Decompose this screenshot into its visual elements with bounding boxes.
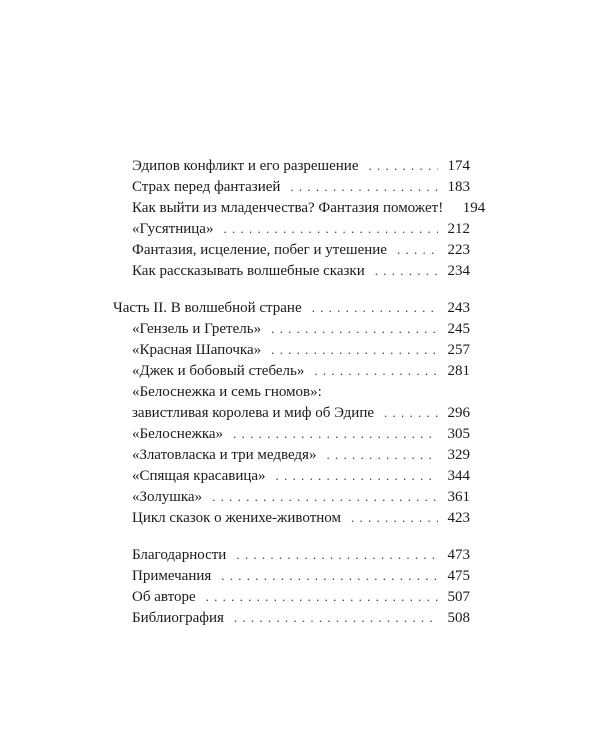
toc-entry-title: Часть II. В волшебной стране	[113, 300, 302, 316]
toc-entry-page: 183	[447, 179, 470, 195]
toc-entry	[132, 607, 470, 629]
toc-entry-page: 344	[447, 468, 470, 484]
leader-dots	[236, 544, 438, 566]
toc-entry-page: 507	[447, 589, 470, 605]
toc-entry	[132, 486, 470, 508]
toc-entry-page: 194	[462, 200, 486, 216]
toc-entry-page: 423	[447, 510, 470, 526]
toc-entry	[132, 586, 470, 608]
toc-entry-page: 361	[447, 489, 470, 505]
toc-entry-page: 245	[447, 321, 470, 337]
toc-entry-title: Как выйти из младенчества? Фантазия поможет!	[132, 200, 444, 216]
toc-entry	[132, 218, 470, 240]
toc-entry	[132, 360, 470, 382]
toc-part-heading	[113, 297, 470, 319]
toc-entry-title: «Красная Шапочка»	[132, 342, 262, 358]
toc-entry-title: Эдипов конфликт и его разрешение	[132, 158, 359, 174]
leader-dots	[271, 339, 438, 361]
toc-entry-title: Фантазия, исцеление, побег и утешение	[132, 242, 387, 258]
leader-dots	[276, 465, 438, 487]
toc-entry	[132, 197, 486, 219]
toc-entry	[132, 176, 470, 198]
toc-entry-title: «Златовласка и три медведя»	[132, 447, 317, 463]
leader-dots	[271, 318, 438, 340]
leader-dots	[384, 402, 438, 424]
toc-entry	[132, 339, 470, 361]
toc-entry	[132, 402, 470, 424]
toc-entry	[132, 565, 470, 587]
leader-dots	[326, 444, 438, 466]
toc-entry-title: Благодарности	[132, 547, 227, 563]
toc-entry-page: 473	[447, 547, 470, 563]
leader-dots	[234, 607, 438, 629]
toc-entry-title: Страх перед фантазией	[132, 179, 281, 195]
toc-entry	[132, 465, 470, 487]
toc-entry-title: Об авторе	[132, 589, 196, 605]
toc-entry-page: 281	[447, 363, 470, 379]
toc-entry-page: 243	[447, 300, 470, 316]
toc-entry	[132, 318, 470, 340]
leader-dots	[368, 155, 438, 177]
toc-entry-title: «Джек и бобовый стебель»	[132, 363, 305, 379]
leader-dots	[375, 260, 438, 282]
leader-dots	[314, 360, 438, 382]
toc-entry-page: 305	[447, 426, 470, 442]
toc-entry-page: 508	[447, 610, 470, 626]
toc-entry-page: 257	[447, 342, 470, 358]
leader-dots	[223, 218, 438, 240]
toc-entry	[132, 507, 470, 529]
toc-entry-page: 174	[447, 158, 470, 174]
leader-dots	[397, 239, 438, 261]
leader-dots	[312, 297, 438, 319]
toc-entry-title: «Белоснежка и семь гномов»:	[132, 384, 322, 400]
toc-entry	[132, 155, 470, 177]
leader-dots	[212, 486, 438, 508]
leader-dots	[290, 176, 438, 198]
toc-entry-title: Библиография	[132, 610, 224, 626]
toc-entry-page: 212	[447, 221, 470, 237]
toc-entry-page: 296	[447, 405, 470, 421]
toc-entry-title: «Гусятница»	[132, 221, 214, 237]
toc-entry-page: 223	[447, 242, 470, 258]
toc-entry-title: Как рассказывать волшебные сказки	[132, 263, 365, 279]
toc-entry-title: «Белоснежка»	[132, 426, 224, 442]
toc-entry-title: «Золушка»	[132, 489, 203, 505]
toc-entry	[132, 423, 470, 445]
toc-entry-page: 329	[447, 447, 470, 463]
leader-dots	[221, 565, 438, 587]
toc-entry	[132, 444, 470, 466]
leader-dots	[351, 507, 438, 529]
toc-entry	[132, 544, 470, 566]
toc-entry-title: завистливая королева и миф об Эдипе	[132, 405, 375, 421]
toc-entry	[132, 239, 470, 261]
toc-entry-title: «Гензель и Гретель»	[132, 321, 262, 337]
leader-dots	[206, 586, 438, 608]
toc-entry-title: Примечания	[132, 568, 212, 584]
toc-entry	[132, 260, 470, 282]
toc-entry-page: 234	[447, 263, 470, 279]
toc-entry	[132, 381, 470, 403]
leader-dots	[233, 423, 438, 445]
toc-entry-title: «Спящая красавица»	[132, 468, 266, 484]
toc-entry-page: 475	[447, 568, 470, 584]
toc-entry-title: Цикл сказок о женихе-животном	[132, 510, 342, 526]
